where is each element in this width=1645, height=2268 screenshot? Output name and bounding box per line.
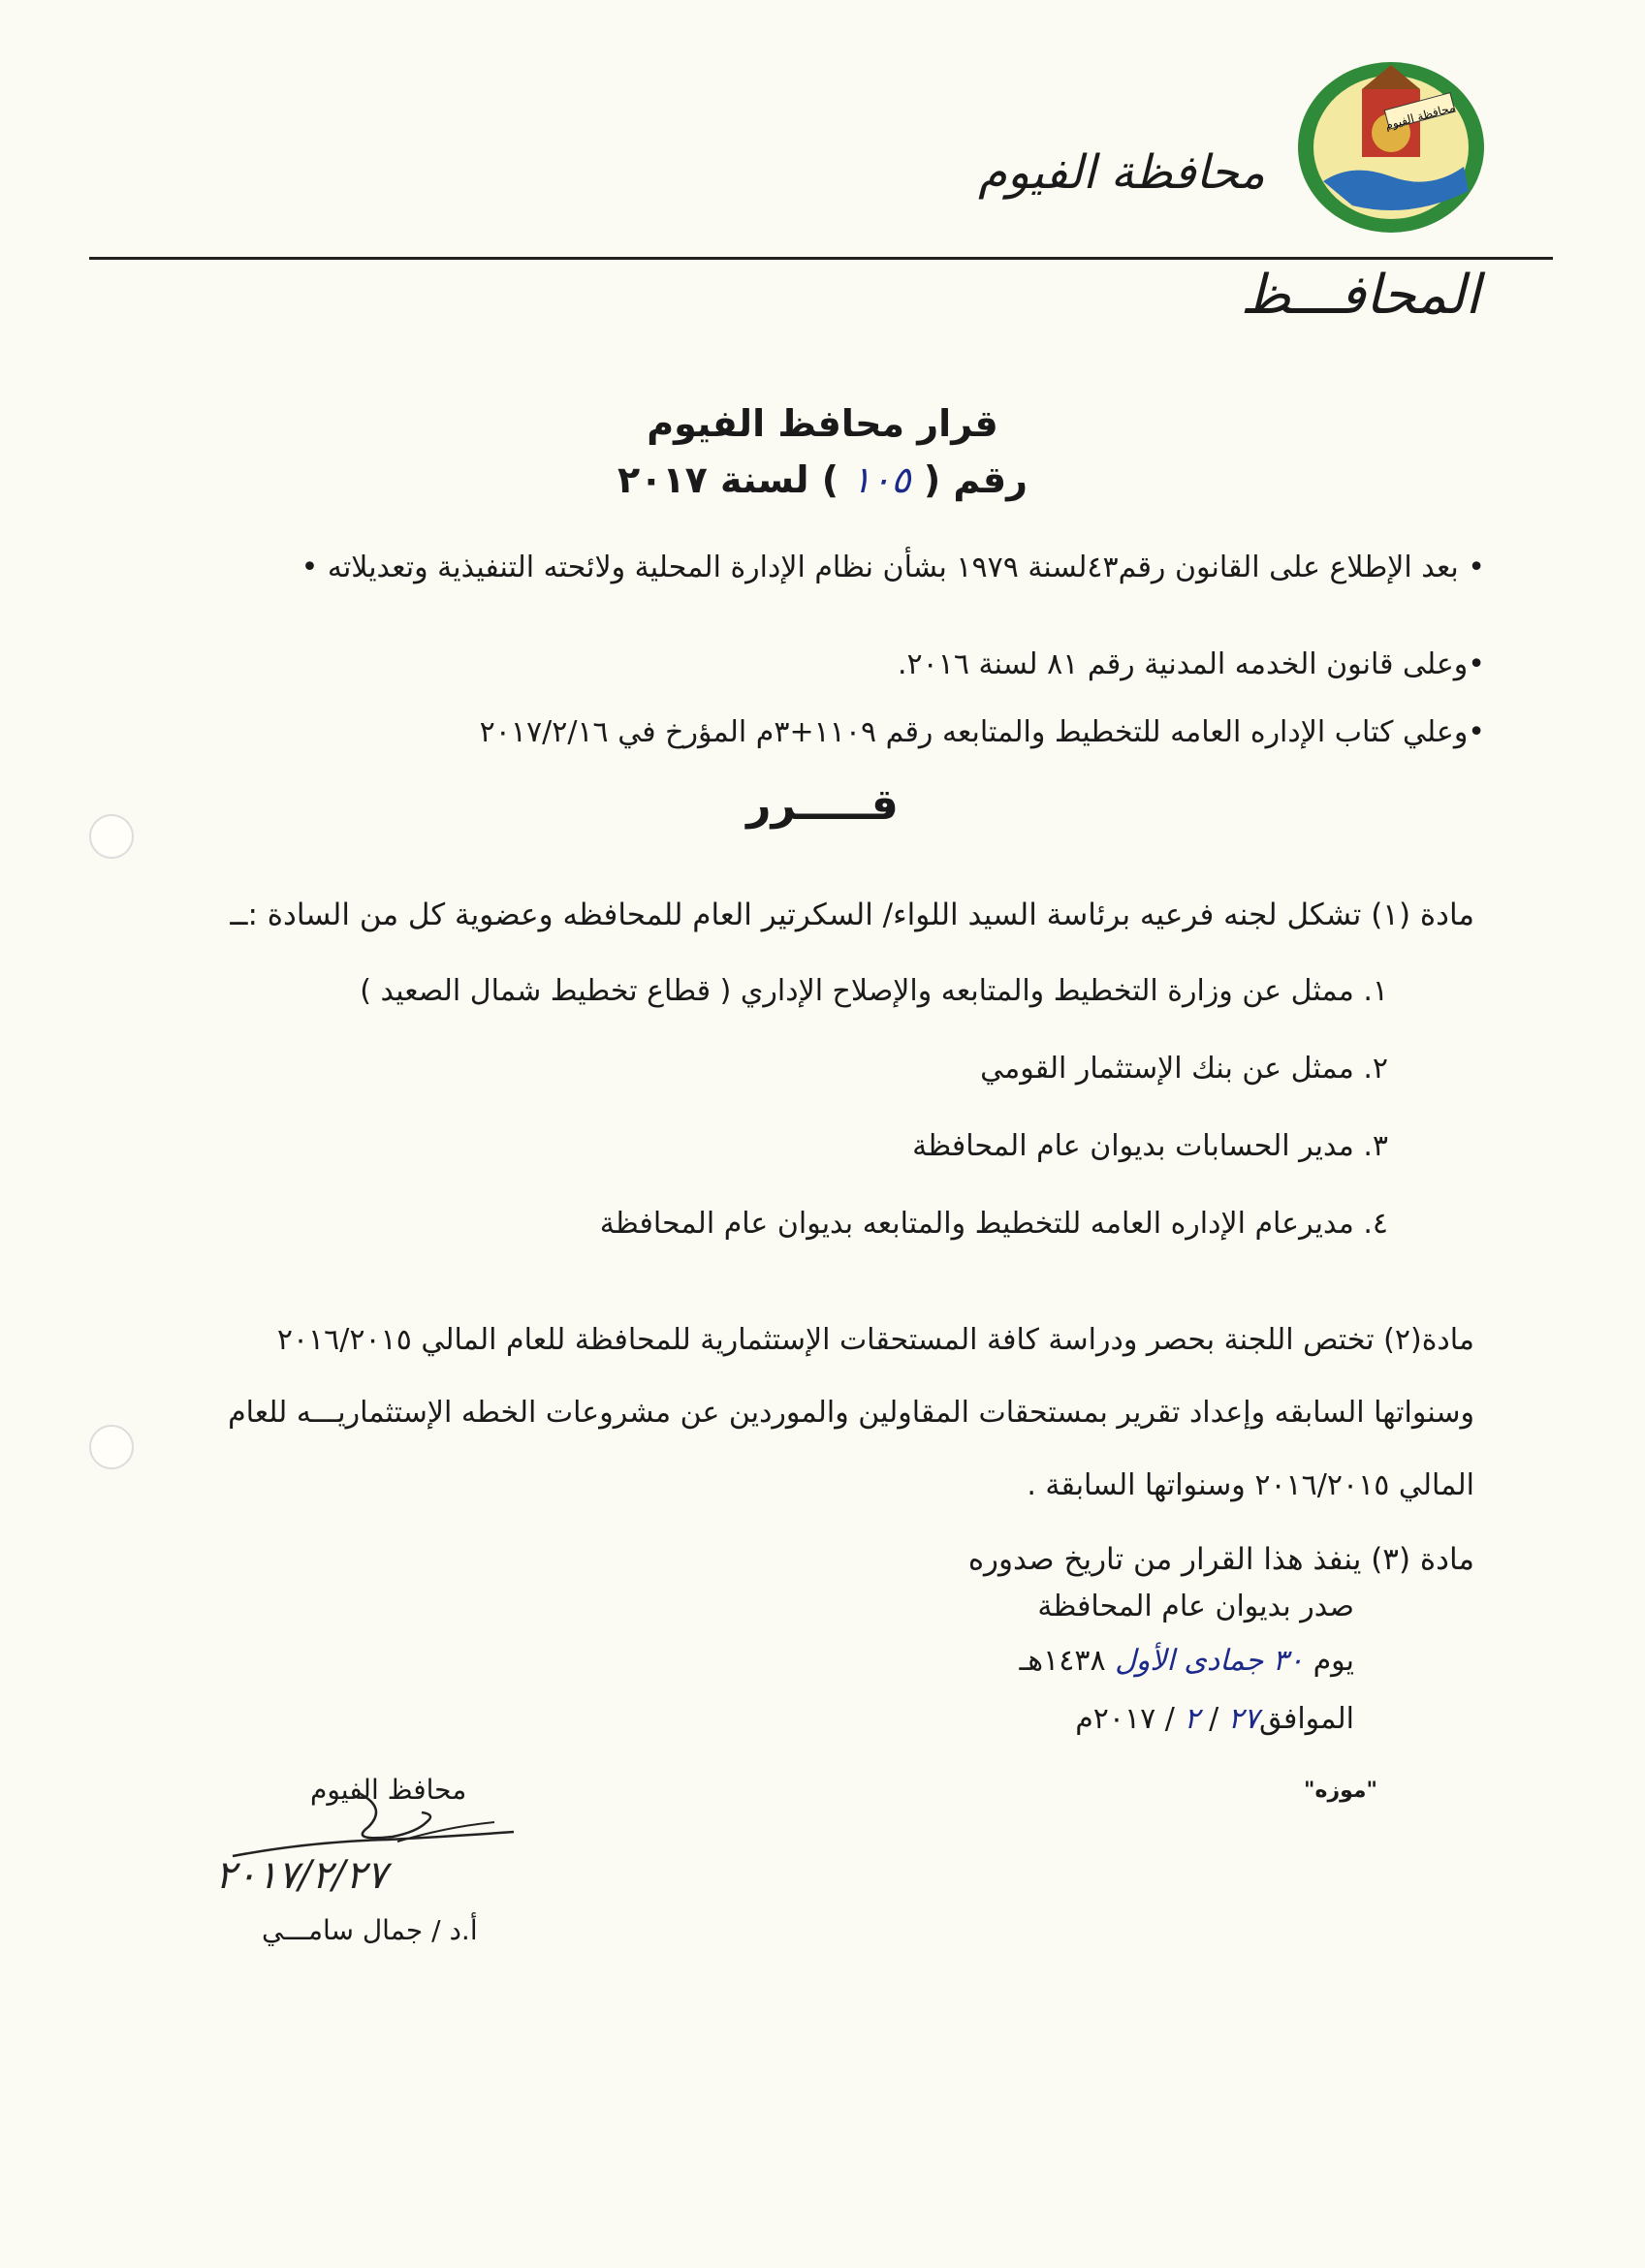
signature-handwritten-date: ٢٠١٧/٢/٢٧ [215, 1853, 388, 1898]
logo-text: محافظة الفيوم [1383, 100, 1457, 133]
list-item: ٣. مدير الحسابات بديوان عام المحافظة [912, 1129, 1388, 1163]
decision-number-suffix: ) لسنة ٢٠١٧ [617, 458, 839, 501]
governorate-name: محافظة الفيوم [978, 145, 1265, 200]
office-label: المحافـــظ [1240, 264, 1480, 327]
gregorian-month: ٢ [1184, 1702, 1200, 1736]
preamble-law-43: • بعد الإطلاع على القانون رقم٤٣لسنة ١٩٧٩ بشأن نظام الإدارة المحلية ولائحته التنفيذية وتعديلاته • [301, 551, 1485, 584]
fayoum-emblem-logo [1294, 60, 1488, 235]
decision-number-prefix: رقم ( [923, 458, 1028, 501]
gregorian-day: ٢٧ [1227, 1702, 1259, 1736]
list-item: ٤. مديرعام الإداره العامه للتخطيط والمتابعه بديوان عام المحافظة [599, 1207, 1388, 1241]
gregorian-date: الموافق٢٧ / ٢ / ٢٠١٧م [1075, 1702, 1354, 1736]
header-divider [89, 257, 1553, 260]
article-1: مادة (١) تشكل لجنه فرعيه برئاسة السيد اللواء/ السكرتير العام للمحافظه وعضوية كل من السادة :ــ [230, 898, 1474, 932]
preamble-planning-letter: •وعلي كتاب الإداره العامه للتخطيط والمتابعه رقم ١١٠٩+٣م المؤرخ في ٢٠١٧/٢/١٦ [479, 715, 1485, 749]
hijri-handwritten: ٣٠ جمادى الأول [1115, 1644, 1305, 1678]
list-item: ٢. ممثل عن بنك الإستثمار القومي [980, 1052, 1388, 1086]
decision-title: قرار محافظ الفيوم [647, 402, 998, 445]
list-item: ١. ممثل عن وزارة التخطيط والمتابعه والإصلاح الإداري ( قطاع تخطيط شمال الصعيد ) [360, 974, 1388, 1008]
punch-hole [89, 1425, 134, 1469]
signatory-name: أ.د / جمال سامـــي [262, 1914, 478, 1946]
hijri-year: ١٤٣٨هـ [1019, 1644, 1106, 1678]
punch-hole [89, 814, 134, 859]
decided-heading: قـــــرر [746, 780, 899, 830]
decision-number [0, 458, 1645, 501]
hijri-date [1020, 1644, 1354, 1678]
signatory-title: محافظ الفيوم [310, 1774, 467, 1806]
preamble-civil-service-law: •وعلى قانون الخدمه المدنية رقم ٨١ لسنة ٢٠١٦. [897, 647, 1485, 681]
article-2: مادة(٢) تختص اللجنة بحصر ودراسة كافة المستحقات الإستثمارية للمحافظة للعام المالي ٢٠١٦/٢٠١٥ وسنواتها السابقه وإعداد تقرير بمستحقات المقاولين والموردين عن مشروعات الخطه الإستثماريـــه للعام المالي ٢٠١٦/٢٠١٥ وسنواتها السابقة . [228, 1323, 1474, 1502]
distribution-stamp: "موزه" [1304, 1779, 1377, 1803]
committee-members-list [225, 974, 1388, 1284]
issued-at: صدر بديوان عام المحافظة [1037, 1590, 1354, 1623]
hijri-prefix: يوم [1313, 1644, 1354, 1678]
article-3: مادة (٣) ينفذ هذا القرار من تاريخ صدوره [967, 1542, 1474, 1577]
decision-number-handwritten: ١٠٥ [851, 458, 911, 501]
gregorian-year: ٢٠١٧م [1075, 1702, 1156, 1736]
gregorian-prefix: الموافق [1258, 1702, 1354, 1736]
